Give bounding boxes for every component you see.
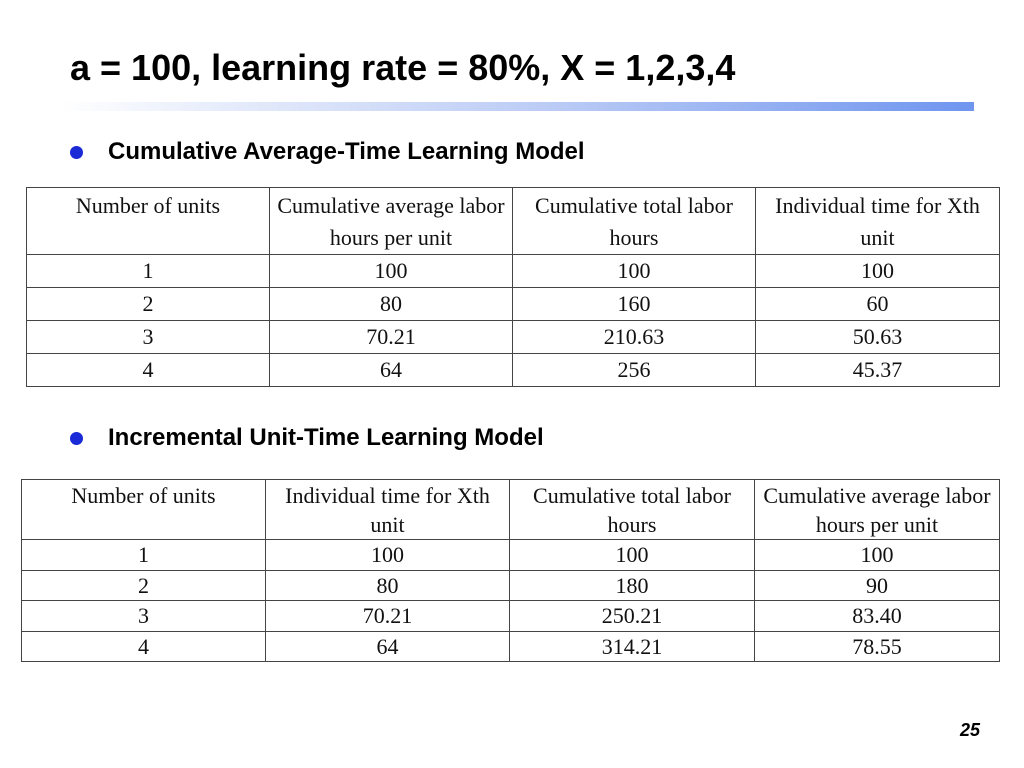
table-cell: 1: [22, 540, 266, 571]
table-cell: 210.63: [513, 321, 756, 354]
table-header-row: [27, 188, 1000, 255]
table-row: [22, 570, 1000, 601]
table-cell: 80: [266, 570, 510, 601]
table-cell: 180: [510, 570, 755, 601]
column-header: Cumulative average labor hours per unit: [270, 188, 513, 255]
table-cell: 100: [755, 540, 1000, 571]
table-cell: 70.21: [270, 321, 513, 354]
table-row: [22, 631, 1000, 662]
slide-title: a = 100, learning rate = 80%, X = 1,2,3,4: [70, 47, 736, 88]
section-heading-text: Incremental Unit-Time Learning Model: [108, 424, 544, 451]
table-cell: 70.21: [266, 601, 510, 632]
table-cell: 4: [27, 354, 270, 387]
table-header-row: [22, 480, 1000, 540]
table-cell: 2: [22, 570, 266, 601]
section-heading-cumulative-average: [70, 136, 585, 168]
bullet-icon: [70, 146, 83, 159]
column-header: Number of units: [22, 480, 266, 540]
table-cell: 100: [513, 255, 756, 288]
table-row: [27, 288, 1000, 321]
table-cell: 64: [266, 631, 510, 662]
cumulative-average-table: [26, 187, 1000, 387]
table-row: [27, 354, 1000, 387]
column-header: Individual time for Xth unit: [266, 480, 510, 540]
section-heading-text: Cumulative Average-Time Learning Model: [108, 138, 585, 165]
title-underline: [60, 102, 974, 111]
table-cell: 3: [22, 601, 266, 632]
column-header: Individual time for Xth unit: [756, 188, 1000, 255]
table-cell: 3: [27, 321, 270, 354]
table-cell: 64: [270, 354, 513, 387]
table-cell: 100: [756, 255, 1000, 288]
column-header: Cumulative total labor hours: [513, 188, 756, 255]
table-cell: 50.63: [756, 321, 1000, 354]
incremental-unit-table: [21, 479, 1000, 662]
table-row: [27, 321, 1000, 354]
table-row: [22, 601, 1000, 632]
table-cell: 100: [266, 540, 510, 571]
table-cell: 314.21: [510, 631, 755, 662]
table-cell: 1: [27, 255, 270, 288]
section-heading-incremental-unit: [70, 422, 544, 454]
table-cell: 60: [756, 288, 1000, 321]
table-cell: 78.55: [755, 631, 1000, 662]
table-cell: 90: [755, 570, 1000, 601]
table-cell: 160: [513, 288, 756, 321]
column-header: Cumulative total labor hours: [510, 480, 755, 540]
bullet-icon: [70, 432, 83, 445]
table-cell: 100: [270, 255, 513, 288]
table-cell: 100: [510, 540, 755, 571]
table-cell: 83.40: [755, 601, 1000, 632]
column-header: Cumulative average labor hours per unit: [755, 480, 1000, 540]
table-row: [27, 255, 1000, 288]
table-cell: 2: [27, 288, 270, 321]
page-number: 25: [959, 720, 980, 740]
table-cell: 45.37: [756, 354, 1000, 387]
table-cell: 80: [270, 288, 513, 321]
table-cell: 4: [22, 631, 266, 662]
table-cell: 250.21: [510, 601, 755, 632]
table-cell: 256: [513, 354, 756, 387]
column-header: Number of units: [27, 188, 270, 255]
table-row: [22, 540, 1000, 571]
